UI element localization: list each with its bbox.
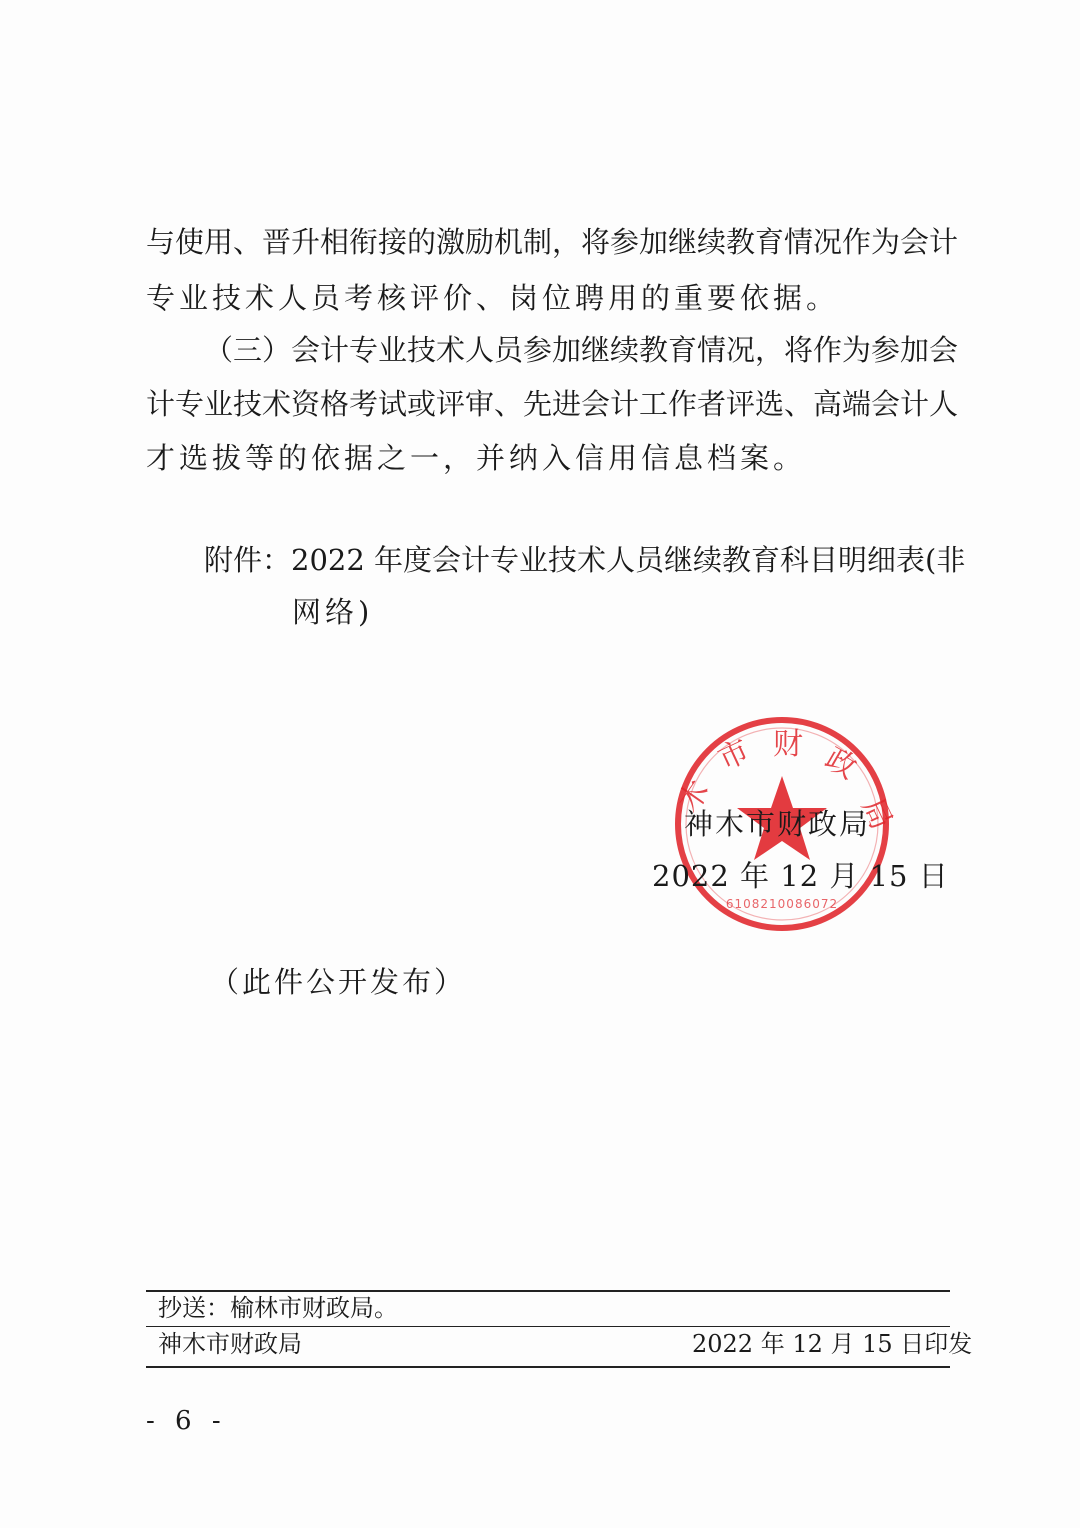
attachment-line: 网络)	[292, 595, 374, 629]
body-line: 与使用、晋升相衔接的激励机制，将参加继续教育情况作为会计	[146, 225, 959, 259]
body-line: （三）会计专业技术人员参加继续教育情况，将作为参加会	[204, 333, 959, 367]
body-line: 才选拔等的依据之一，并纳入信用信息档案。	[146, 441, 807, 475]
issue-date: 2022 年 12 月 15 日印发	[692, 1330, 973, 1358]
disclosure-note: （此件公开发布）	[210, 965, 467, 999]
body-line: 专业技术人员考核评价、岗位聘用的重要依据。	[146, 281, 840, 315]
footer-bottom-rule	[146, 1366, 950, 1368]
footer-middle-rule	[146, 1326, 950, 1327]
attachment-line: 附件：2022 年度会计专业技术人员继续教育科目明细表(非	[204, 543, 966, 577]
seal-char: 局	[854, 792, 899, 835]
seal-number: 6108210086072	[725, 897, 839, 911]
signing-date: 2022 年 12 月 15 日	[652, 859, 949, 893]
signing-organization: 神木市财政局	[684, 807, 871, 841]
seal-char: 木	[671, 774, 718, 819]
seal-char: 财	[773, 727, 803, 762]
seal-char: 市	[712, 733, 755, 778]
cc-line: 抄送：榆林市财政局。	[158, 1294, 398, 1322]
body-line: 计专业技术资格考试或评审、先进会计工作者评选、高端会计人	[146, 387, 959, 421]
page-number: - 6 -	[146, 1406, 227, 1436]
seal-char: 政	[819, 741, 863, 787]
issuer-name: 神木市财政局	[158, 1330, 302, 1358]
